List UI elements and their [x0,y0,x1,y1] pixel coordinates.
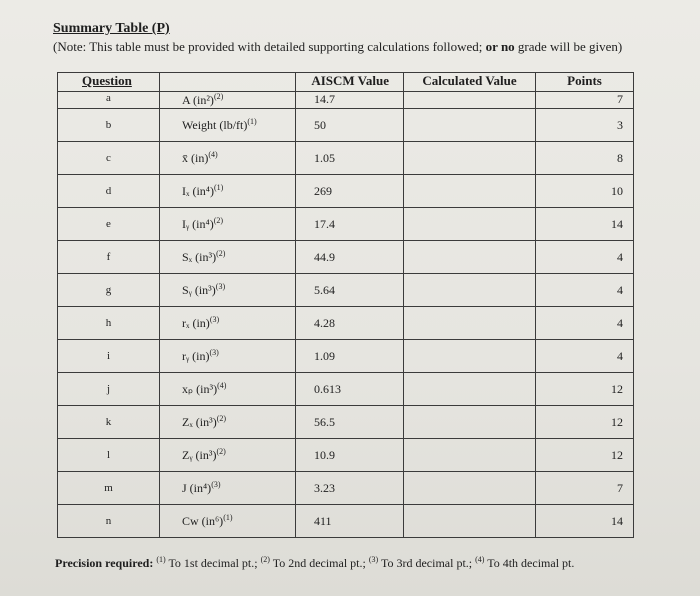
parameter-label: Cw (in⁶) [182,514,224,528]
table-row [58,439,634,472]
calculated-value-cell[interactable] [404,307,536,340]
parameter-label: xₚ (in³) [182,382,218,396]
parameter-cell [160,340,296,373]
table-row [58,175,634,208]
parameter-cell [160,472,296,505]
question-cell: b [58,109,160,142]
precision-4-marker: (4) [475,555,485,564]
precision-label: Precision required: [55,556,154,570]
precision-marker: (1) [247,117,257,126]
parameter-cell [160,406,296,439]
note-bold: or no [485,39,515,54]
points-cell: 4 [536,241,634,274]
precision-marker: (1) [223,513,233,522]
precision-marker: (3) [211,480,221,489]
calculated-value-cell[interactable] [404,340,536,373]
precision-2: To 2nd decimal pt.; [269,556,366,570]
precision-marker: (2) [213,216,224,225]
precision-marker: (3) [209,315,220,324]
parameter-cell [160,274,296,307]
calculated-value-cell[interactable] [404,505,536,538]
calculated-value-cell[interactable] [404,142,536,175]
aiscm-value-cell: 1.05 [296,142,404,175]
points-cell: 10 [536,175,634,208]
parameter-cell [160,505,296,538]
precision-marker: (2) [216,414,227,423]
table-row [58,241,634,274]
question-cell: f [58,241,160,274]
points-cell: 4 [536,274,634,307]
calculated-value-cell[interactable] [404,92,536,109]
points-cell: 7 [536,92,634,109]
parameter-cell [160,109,296,142]
calculated-value-cell[interactable] [404,241,536,274]
summary-table [57,72,634,538]
points-cell: 4 [536,340,634,373]
aiscm-value-cell: 1.09 [296,340,404,373]
parameter-label: Zᵧ (in³) [182,448,217,462]
note-prefix: (Note: This table must be provided with detailed supporting calculations followed; [53,39,483,54]
header-row [58,73,634,92]
points-cell: 4 [536,307,634,340]
aiscm-value-cell: 10.9 [296,439,404,472]
parameter-label: Sᵧ (in³) [182,283,216,297]
table-row [58,208,634,241]
question-cell: g [58,274,160,307]
question-cell: k [58,406,160,439]
header-question: Question [58,73,160,92]
parameter-label: Weight (lb/ft) [182,118,248,132]
aiscm-value-cell: 411 [296,505,404,538]
precision-marker: (3) [209,348,219,357]
precision-marker: (2) [216,249,226,258]
aiscm-value-cell: 269 [296,175,404,208]
parameter-label: x̄ (in) [182,151,209,165]
parameter-cell [160,241,296,274]
precision-1-marker: (1) [156,555,166,564]
aiscm-value-cell: 44.9 [296,241,404,274]
calculated-value-cell[interactable] [404,439,536,472]
aiscm-value-cell: 17.4 [296,208,404,241]
parameter-cell [160,439,296,472]
points-cell: 3 [536,109,634,142]
precision-3-marker: (3) [368,555,379,564]
table-row [58,340,634,373]
table-row [58,92,634,109]
points-cell: 8 [536,142,634,175]
table-row [58,505,634,538]
points-cell: 12 [536,439,634,472]
header-aiscm: AISCM Value [296,73,404,92]
aiscm-value-cell: 3.23 [296,472,404,505]
precision-3: To 3rd decimal pt.; [378,556,473,570]
question-cell: e [58,208,160,241]
question-cell: a [58,92,160,109]
parameter-cell [160,373,296,406]
table-row [58,109,634,142]
calculated-value-cell[interactable] [404,373,536,406]
table-row [58,142,634,175]
points-cell: 14 [536,505,634,538]
header-points: Points [536,73,634,92]
aiscm-value-cell: 50 [296,109,404,142]
precision-marker: (4) [217,381,227,390]
calculated-value-cell[interactable] [404,208,536,241]
points-cell: 14 [536,208,634,241]
points-cell: 12 [536,406,634,439]
table-row [58,373,634,406]
question-cell: l [58,439,160,472]
aiscm-value-cell: 56.5 [296,406,404,439]
aiscm-value-cell: 14.7 [296,92,404,109]
precision-1: To 1st decimal pt.; [165,556,258,570]
parameter-label: Iₓ (in⁴) [182,184,214,198]
table-row [58,406,634,439]
aiscm-value-cell: 5.64 [296,274,404,307]
parameter-label: Iᵧ (in⁴) [182,217,214,231]
table-body [58,92,634,538]
parameter-cell [160,307,296,340]
precision-4: To 4th decimal pt. [484,556,575,570]
page-title: Summary Table (P) [53,21,170,36]
parameter-label: rᵧ (in) [182,349,210,363]
instruction-note [53,39,622,55]
points-cell: 7 [536,472,634,505]
parameter-label: Sₓ (in³) [182,250,217,264]
parameter-label: A (in²) [182,93,214,107]
calculated-value-cell[interactable] [404,175,536,208]
question-cell: m [58,472,160,505]
question-cell: h [58,307,160,340]
precision-marker: (2) [213,92,224,101]
calculated-value-cell[interactable] [404,109,536,142]
calculated-value-cell[interactable] [404,274,536,307]
aiscm-value-cell: 4.28 [296,307,404,340]
aiscm-value-cell: 0.613 [296,373,404,406]
table-row [58,274,634,307]
parameter-cell [160,208,296,241]
parameter-cell [160,92,296,109]
parameter-cell [160,175,296,208]
table-row [58,307,634,340]
header-parameter [160,73,296,92]
precision-marker: (3) [215,282,226,291]
points-cell: 12 [536,373,634,406]
parameter-label: rₓ (in) [182,316,210,330]
question-cell: i [58,340,160,373]
question-cell: d [58,175,160,208]
question-cell: n [58,505,160,538]
calculated-value-cell[interactable] [404,472,536,505]
calculated-value-cell[interactable] [404,406,536,439]
question-cell: j [58,373,160,406]
parameter-label: Zₓ (in³) [182,415,217,429]
precision-marker: (1) [214,183,224,192]
precision-marker: (2) [216,447,226,456]
table-row [58,472,634,505]
precision-marker: (4) [208,150,218,159]
note-suffix: grade will be given) [517,39,623,54]
precision-note [55,555,574,571]
parameter-label: J (in⁴) [182,481,212,495]
header-calculated: Calculated Value [404,73,536,92]
parameter-cell [160,142,296,175]
question-cell: c [58,142,160,175]
precision-2-marker: (2) [260,555,270,564]
